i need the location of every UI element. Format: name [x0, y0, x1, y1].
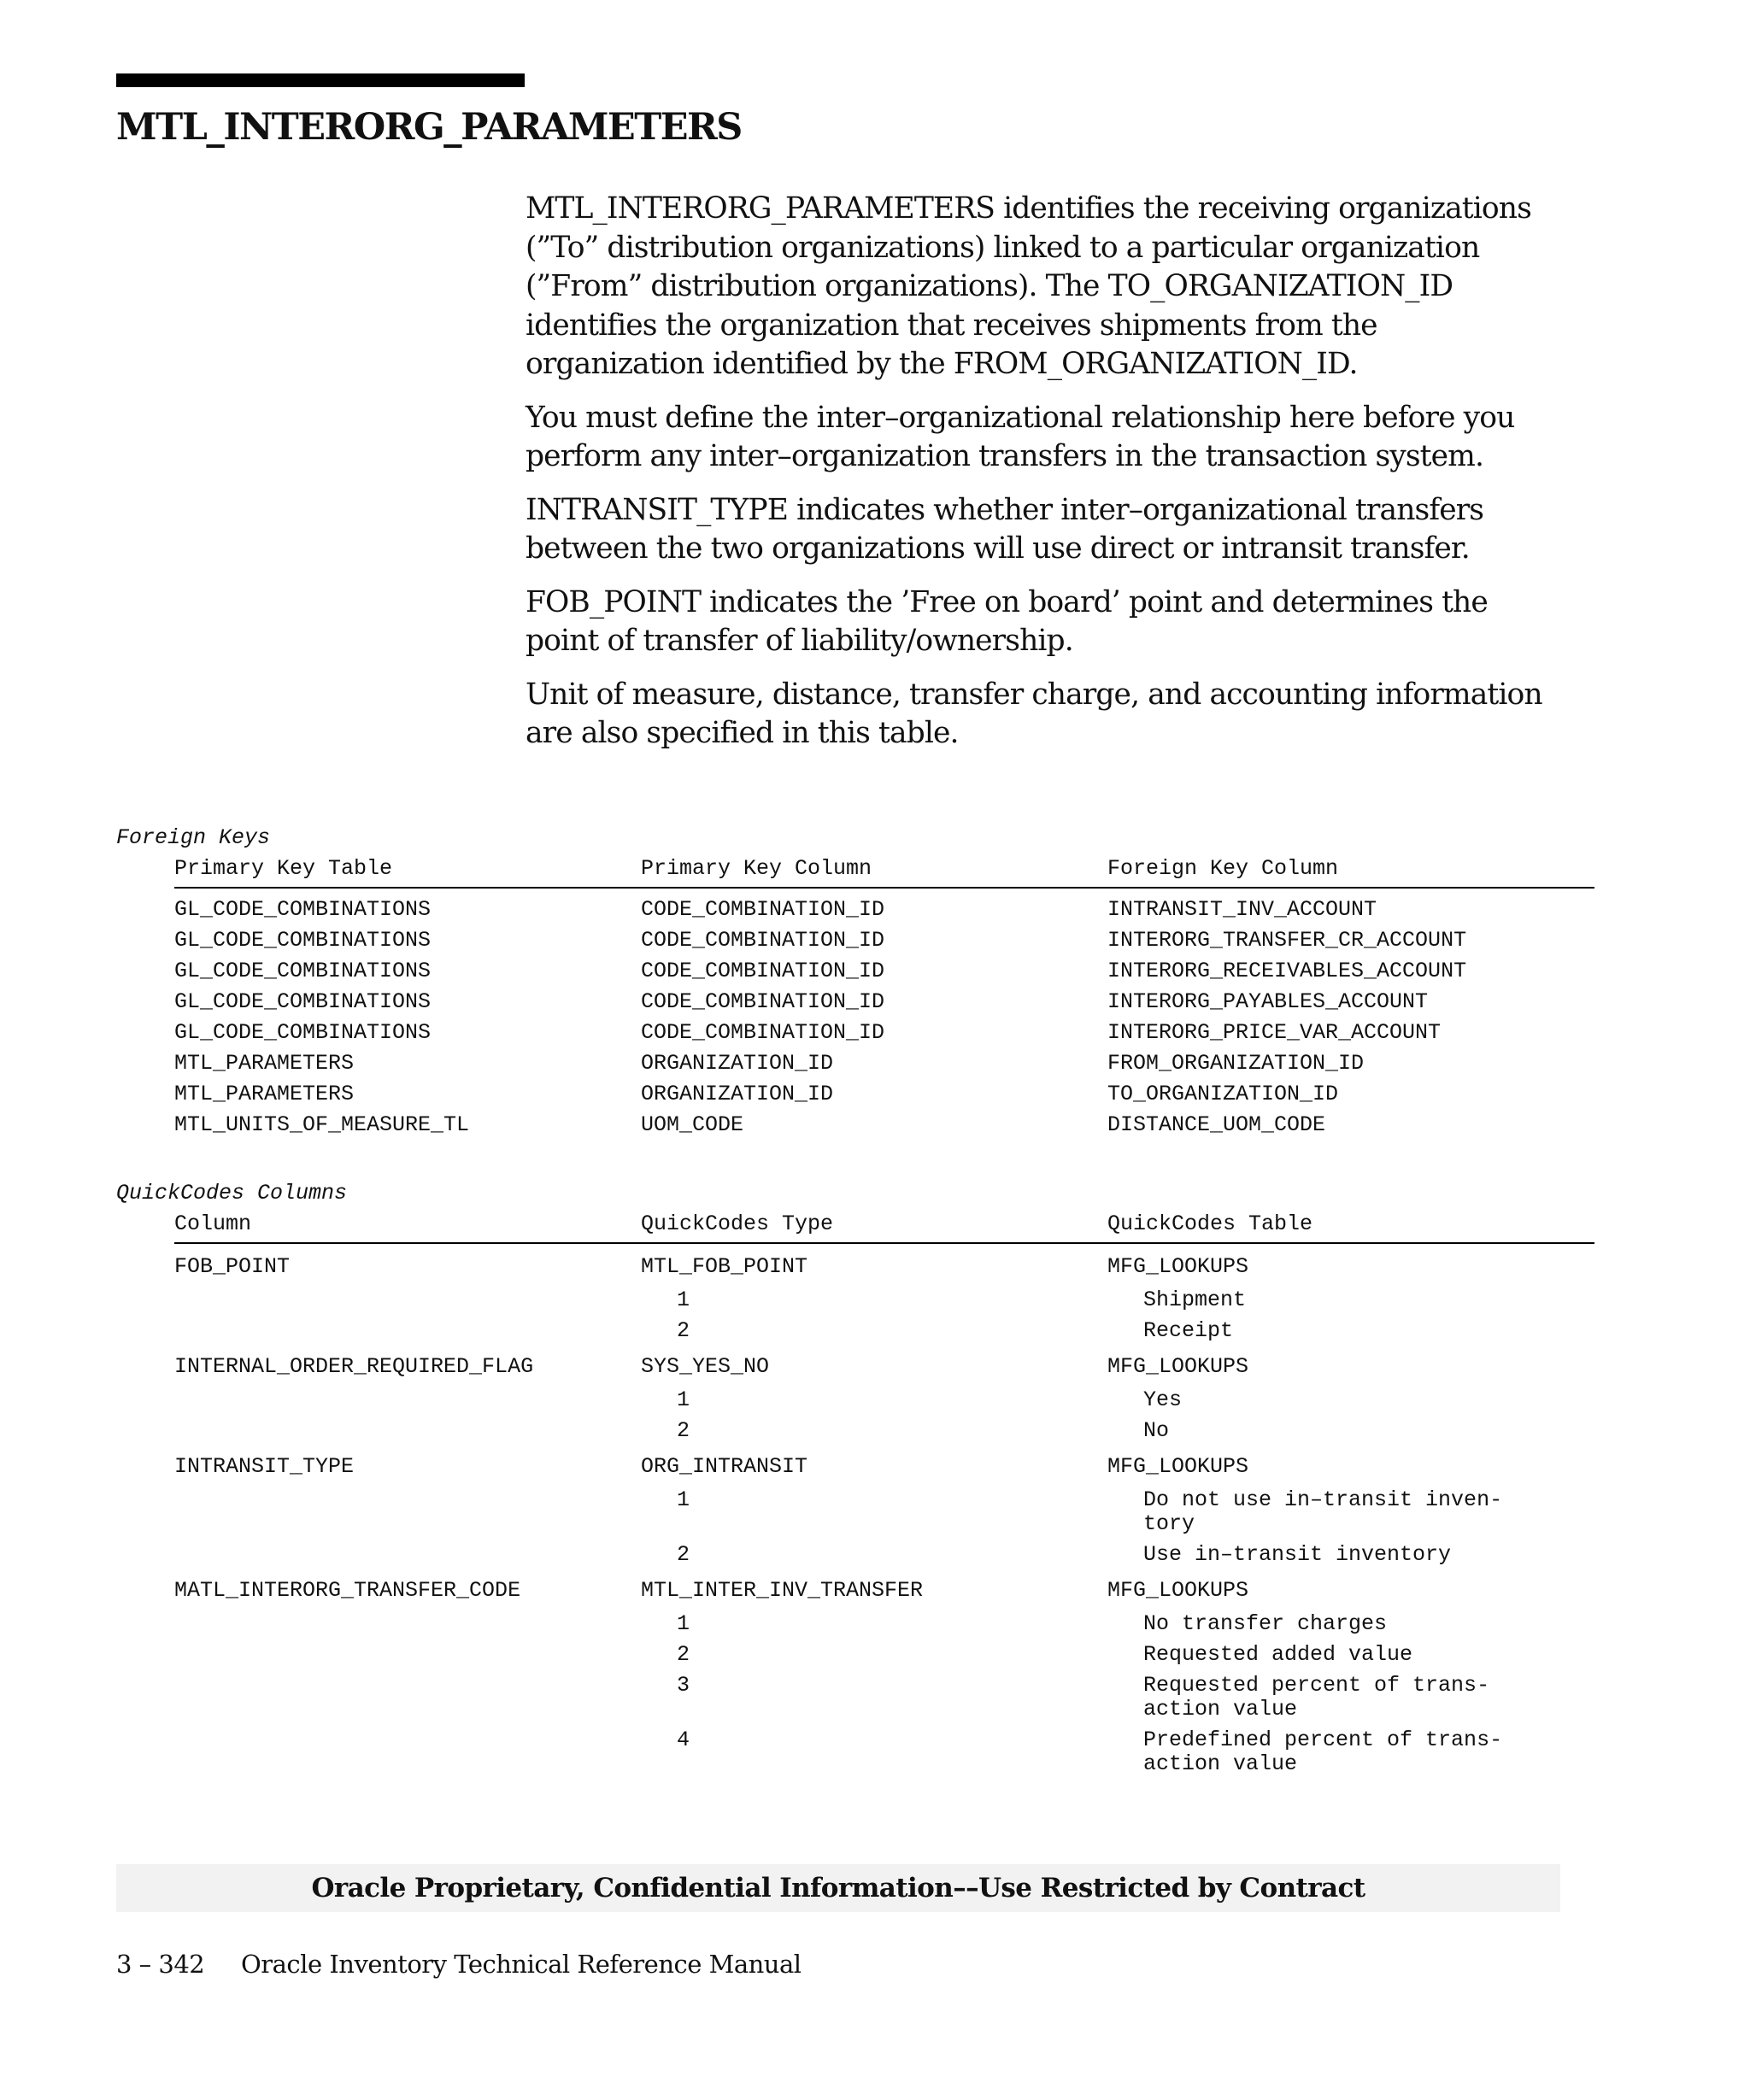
table-row [174, 1354, 1594, 1385]
table-row [174, 989, 1594, 1020]
quickcode-group [174, 1354, 1594, 1446]
lookup-meaning: Predefined percent of trans- action value [1143, 1728, 1503, 1776]
quickcode-group [174, 1254, 1594, 1346]
header-foreign-key-column: Foreign Key Column [1107, 856, 1339, 881]
primary-key-column-cell: ORGANIZATION_ID [641, 1051, 834, 1076]
foreign-keys-table [174, 897, 1594, 1143]
quickcodes-header [174, 1211, 1594, 1244]
primary-key-column-cell: CODE_COMBINATION_ID [641, 928, 885, 953]
foreign-keys-label: Foreign Keys [116, 825, 271, 850]
foreign-key-column-cell: DISTANCE_UOM_CODE [1107, 1112, 1326, 1137]
lookup-code: 1 [677, 1487, 690, 1512]
header-column: Column [174, 1211, 252, 1236]
lookup-code: 3 [677, 1673, 690, 1698]
table-row [174, 1112, 1594, 1143]
quickcode-value-row [174, 1416, 1594, 1446]
quickcode-table-cell: MFG_LOOKUPS [1107, 1254, 1249, 1279]
table-row [174, 959, 1594, 989]
quickcode-value-row [174, 1640, 1594, 1670]
lookup-meaning: Receipt [1143, 1318, 1234, 1343]
primary-key-table-cell: GL_CODE_COMBINATIONS [174, 989, 432, 1014]
lookup-code: 1 [677, 1611, 690, 1636]
table-row [174, 897, 1594, 928]
header-quickcodes-type: QuickCodes Type [641, 1211, 834, 1236]
page-number: 3 – 342 [116, 1950, 205, 1979]
quickcode-value-row [174, 1540, 1594, 1570]
lookup-meaning: Do not use in–transit inven- tory [1143, 1487, 1503, 1536]
confidential-notice: Oracle Proprietary, Confidential Information––Use Restricted by Contract [116, 1864, 1560, 1912]
quickcode-value-row [174, 1285, 1594, 1316]
quickcode-table-cell: MFG_LOOKUPS [1107, 1354, 1249, 1379]
title-rule [116, 73, 525, 87]
primary-key-column-cell: CODE_COMBINATION_ID [641, 1020, 885, 1045]
table-row [174, 1454, 1594, 1485]
primary-key-column-cell: CODE_COMBINATION_ID [641, 897, 885, 922]
quickcode-table-cell: MFG_LOOKUPS [1107, 1454, 1249, 1479]
lookup-meaning: Requested added value [1143, 1642, 1413, 1667]
quickcode-table-cell: MFG_LOOKUPS [1107, 1578, 1249, 1603]
primary-key-table-cell: GL_CODE_COMBINATIONS [174, 897, 432, 922]
quickcode-value-row [174, 1316, 1594, 1346]
table-row [174, 1578, 1594, 1609]
quickcode-column-cell: INTRANSIT_TYPE [174, 1454, 355, 1479]
page-title: MTL_INTERORG_PARAMETERS [116, 106, 742, 149]
quickcode-type-cell: MTL_INTER_INV_TRANSFER [641, 1578, 924, 1603]
header-quickcodes-table: QuickCodes Table [1107, 1211, 1313, 1236]
intro-paragraph: MTL_INTERORG_PARAMETERS identifies the receiving organizations (”To” distribution organizations) linked to a particular organization (”From” distribution organizations). The TO_ORGANIZATION_ID identifies the organization that receives shipments from the organization identified by the FROM_ORGANIZATION_ID. [526, 191, 1531, 381]
primary-key-column-cell: ORGANIZATION_ID [641, 1082, 834, 1106]
foreign-keys-header [174, 856, 1594, 889]
quickcode-value-row [174, 1670, 1594, 1725]
quickcodes-label: QuickCodes Columns [116, 1181, 348, 1205]
header-primary-key-table: Primary Key Table [174, 856, 393, 881]
lookup-meaning: Use in–transit inventory [1143, 1542, 1452, 1567]
quickcode-column-cell: MATL_INTERORG_TRANSFER_CODE [174, 1578, 521, 1603]
quickcode-value-row [174, 1609, 1594, 1640]
foreign-key-column-cell: FROM_ORGANIZATION_ID [1107, 1051, 1365, 1076]
foreign-key-column-cell: INTERORG_RECEIVABLES_ACCOUNT [1107, 959, 1467, 983]
quickcode-type-cell: SYS_YES_NO [641, 1354, 770, 1379]
quickcode-value-row [174, 1485, 1594, 1540]
table-row [174, 928, 1594, 959]
quickcode-column-cell: FOB_POINT [174, 1254, 291, 1279]
primary-key-table-cell: GL_CODE_COMBINATIONS [174, 959, 432, 983]
foreign-key-column-cell: INTERORG_TRANSFER_CR_ACCOUNT [1107, 928, 1467, 953]
primary-key-table-cell: MTL_PARAMETERS [174, 1051, 355, 1076]
table-row [174, 1082, 1594, 1112]
table-row [174, 1020, 1594, 1051]
quickcode-group [174, 1578, 1594, 1780]
lookup-code: 2 [677, 1418, 690, 1443]
foreign-key-column-cell: INTRANSIT_INV_ACCOUNT [1107, 897, 1377, 922]
primary-key-table-cell: GL_CODE_COMBINATIONS [174, 928, 432, 953]
intro-paragraph: You must define the inter–organizational relationship here before you perform any inter–organization transfers in the transaction system. [526, 400, 1515, 473]
foreign-key-column-cell: TO_ORGANIZATION_ID [1107, 1082, 1339, 1106]
quickcode-type-cell: MTL_FOB_POINT [641, 1254, 808, 1279]
lookup-code: 2 [677, 1542, 690, 1567]
table-row [174, 1254, 1594, 1285]
manual-title: Oracle Inventory Technical Reference Manual [241, 1950, 802, 1979]
table-row [174, 1051, 1594, 1082]
primary-key-column-cell: CODE_COMBINATION_ID [641, 959, 885, 983]
intro-paragraph: Unit of measure, distance, transfer charge, and accounting information are also specified in this table. [526, 677, 1542, 750]
lookup-code: 2 [677, 1642, 690, 1667]
intro-text [526, 190, 1577, 768]
lookup-meaning: Yes [1143, 1387, 1183, 1412]
foreign-key-column-cell: INTERORG_PRICE_VAR_ACCOUNT [1107, 1020, 1442, 1045]
quickcode-group [174, 1454, 1594, 1570]
primary-key-table-cell: MTL_UNITS_OF_MEASURE_TL [174, 1112, 470, 1137]
quickcode-value-row [174, 1725, 1594, 1780]
lookup-code: 2 [677, 1318, 690, 1343]
quickcode-column-cell: INTERNAL_ORDER_REQUIRED_FLAG [174, 1354, 534, 1379]
quickcode-type-cell: ORG_INTRANSIT [641, 1454, 808, 1479]
lookup-code: 1 [677, 1288, 690, 1312]
intro-paragraph: FOB_POINT indicates the ’Free on board’ point and determines the point of transfer of liability/ownership. [526, 584, 1488, 658]
quickcodes-table [174, 1254, 1594, 1787]
primary-key-table-cell: GL_CODE_COMBINATIONS [174, 1020, 432, 1045]
lookup-meaning: No [1143, 1418, 1170, 1443]
primary-key-table-cell: MTL_PARAMETERS [174, 1082, 355, 1106]
quickcode-value-row [174, 1385, 1594, 1416]
lookup-code: 1 [677, 1387, 690, 1412]
header-primary-key-column: Primary Key Column [641, 856, 872, 881]
lookup-meaning: No transfer charges [1143, 1611, 1388, 1636]
foreign-key-column-cell: INTERORG_PAYABLES_ACCOUNT [1107, 989, 1429, 1014]
intro-paragraph: INTRANSIT_TYPE indicates whether inter–organizational transfers between the two organizations will use direct or intransit transfer. [526, 492, 1484, 566]
primary-key-column-cell: UOM_CODE [641, 1112, 744, 1137]
primary-key-column-cell: CODE_COMBINATION_ID [641, 989, 885, 1014]
lookup-meaning: Requested percent of trans- action value [1143, 1673, 1490, 1722]
lookup-code: 4 [677, 1728, 690, 1752]
lookup-meaning: Shipment [1143, 1288, 1247, 1312]
